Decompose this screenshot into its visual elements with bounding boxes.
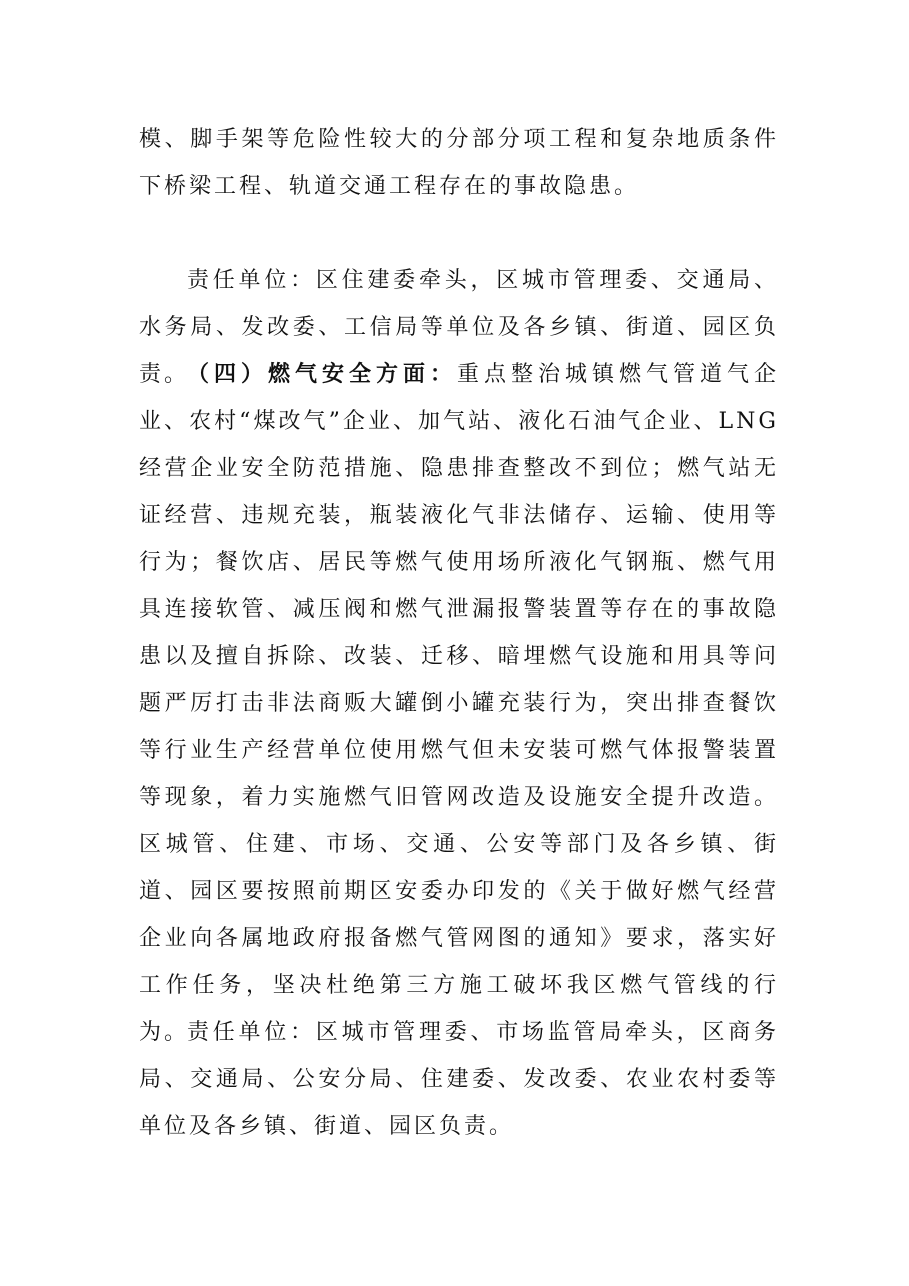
paragraph-responsible-units-gas bbox=[139, 1009, 779, 1150]
paragraph-gas-safety bbox=[139, 351, 779, 1056]
paragraph-text: 责任单位：区城市管理委、市场监管局牵头，区商务局、交通局、公安分局、住建委、发改委、农业农村委等单位及各乡镇、街道、园区负责。 bbox=[139, 1020, 779, 1139]
paragraph-continuation bbox=[139, 116, 779, 210]
paragraph-text: 模、脚手架等危险性较大的分部分项工程和复杂地质条件下桥梁工程、轨道交通工程存在的事故隐患。 bbox=[139, 127, 779, 199]
paragraph-text: 重点整治城镇燃气管道气企业、农村“煤改气”企业、加气站、液化石油气企业、LNG经营企业安全防范措施、隐患排查整改不到位；燃气站无证经营、违规充装，瓶装液化气非法储存、运输、使用等行为；餐饮店、居民等燃气使用场所液化气钢瓶、燃气用具连接软管、减压阀和燃气泄漏报警装置等存在的事故隐患以及擅自拆除、改装、迁移、暗埋燃气设施和用具等问题严厉打击非法商贩大罐倒小罐充装行为，突出排查餐饮等行业生产经营单位使用燃气但未安装可燃气体报警装置等现象，着力实施燃气旧管网改造及设施安全提升改造。区城管、住建、市场、交通、公安等部门及各乡镇、街道、园区要按照前期区安委办印发的《关于做好燃气经营企业向各属地政府报备燃气管网图的通知》要求，落实好工作任务，坚决杜绝第三方施工破坏我区燃气管线的行为。 bbox=[139, 362, 779, 1045]
paragraph-text: 责任单位：区住建委牵头，区城市管理委、交通局、水务局、发改委、工信局等单位及各乡镇、街道、园区负责。 bbox=[139, 268, 779, 387]
section-heading-gas-safety: （四）燃气安全方面： bbox=[187, 361, 457, 387]
